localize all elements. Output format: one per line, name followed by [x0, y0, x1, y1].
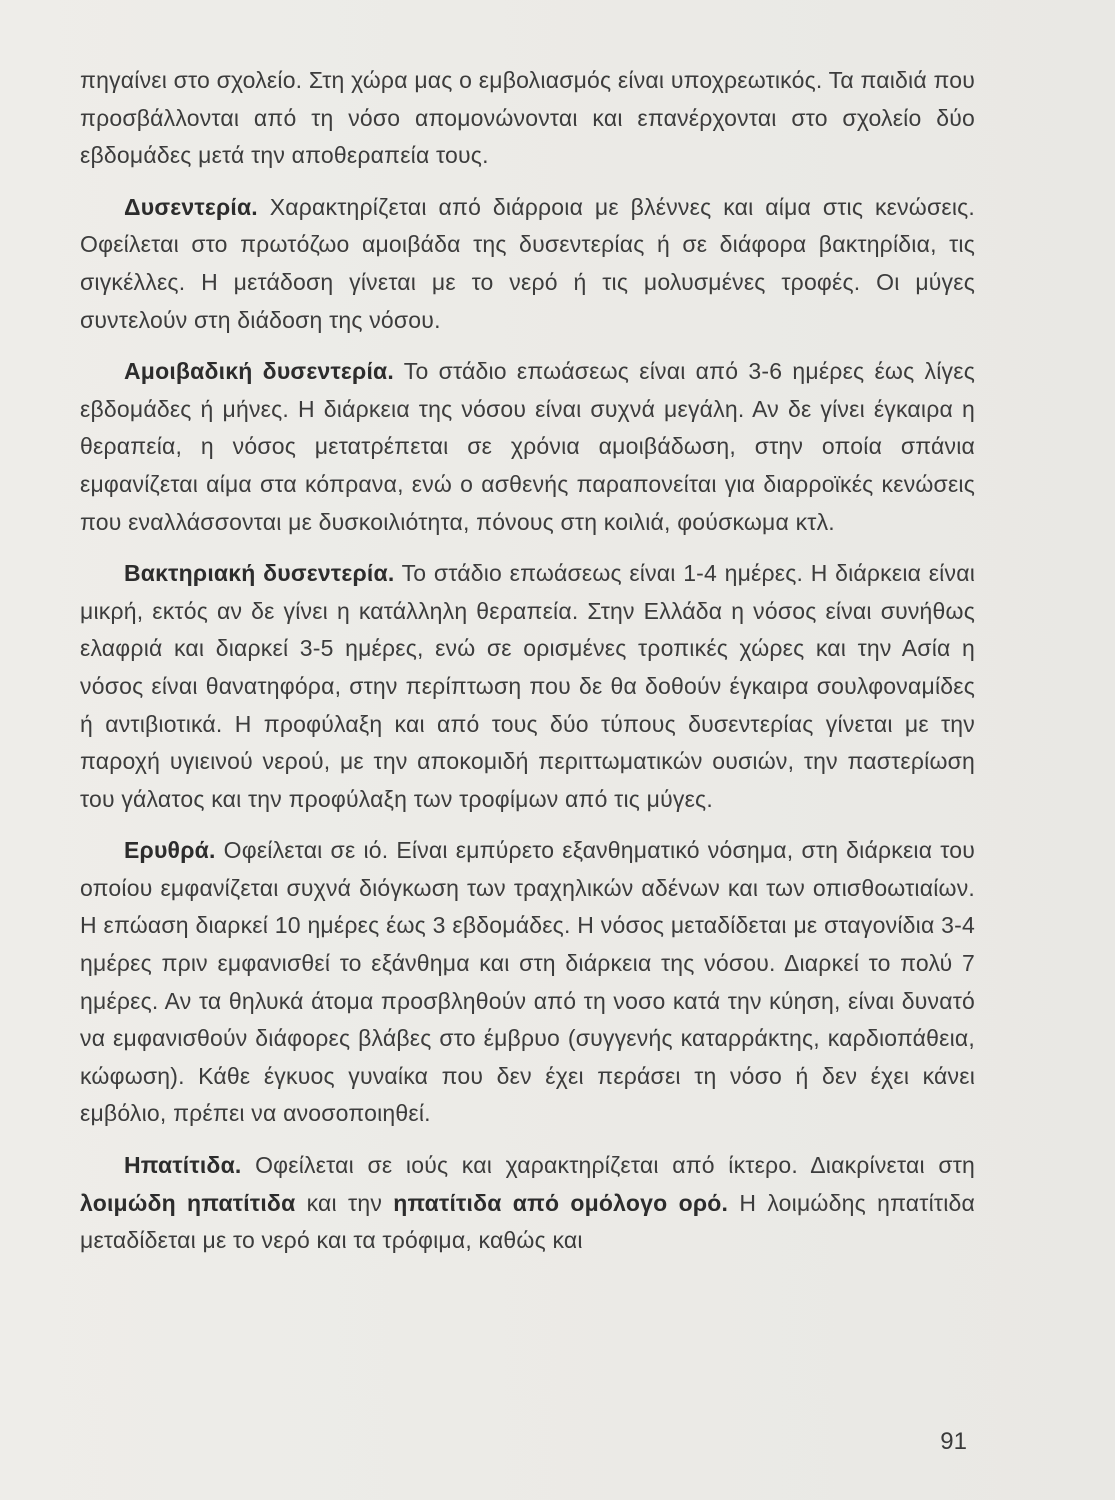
rubella-paragraph — [80, 832, 975, 1133]
amoebic-dysentery-paragraph — [80, 353, 975, 541]
dysentery-text: Χαρακτηρίζεται από διάρροια με βλέννες και αίμα στις κενώσεις. Οφείλεται στο πρωτόζωο αμοιβάδα της δυσεντερίας ή σε διάφορα βακτηρίδια, τις σιγκέλλες. Η μετάδοση γίνεται με το νερό ή τις μολυσμένες τροφές. Οι μύγες συντελούν στη διάδοση της νόσου. — [80, 193, 975, 333]
serum-hepatitis-term: ηπατίτιδα από ομόλογο ορό. — [393, 1189, 729, 1216]
body-text — [80, 62, 975, 1260]
page-number: 91 — [940, 1428, 967, 1455]
bacterial-dysentery-paragraph — [80, 555, 975, 818]
hepatitis-paragraph — [80, 1147, 975, 1260]
hepatitis-text-b: και την — [295, 1189, 394, 1216]
amoebic-dysentery-text: Το στάδιο επωάσεως είναι από 3-6 ημέρες έως λίγες εβδομάδες ή μήνες. Η διάρκεια της νόσου είναι συχνά μεγάλη. Αν δε γίνει έγκαιρα η θεραπεία, η νόσος μετατρέπεται σε χρόνια αμοιβάδωση, στην οποία σπάνια εμφανίζεται αίμα στα κόπρανα, ενώ ο ασθενής παραπονείται για διαρροϊκές κενώσεις που εναλλάσσονται με δυσκοιλιότητα, πόνους στη κοιλιά, φούσκωμα κτλ. — [80, 358, 975, 535]
dysentery-heading: Δυσεντερία. — [124, 193, 258, 220]
bacterial-dysentery-text: Το στάδιο επωάσεως είναι 1-4 ημέρες. Η διάρκεια είναι μικρή, εκτός αν δε γίνει η κατάλληλη θεραπεία. Στην Ελλάδα η νόσος είναι συνήθως ελαφριά και διαρκεί 3-5 ημέρες, ενώ σε ορισμένες τροπικές χώρες και την Ασία η νόσος είναι θανατηφόρα, στην περίπτωση που δε θα δοθούν έγκαιρα σουλφοναμίδες ή αντιβιοτικά. Η προφύλαξη και από τους δύο τύπους δυσεντερίας γίνεται με την παροχή υγιεινού νερού, με την αποκομιδή περιττωματικών ουσιών, την παστερίωση του γάλατος και την προφύλαξη των τροφίμων από τις μύγες. — [80, 560, 975, 812]
rubella-text: Οφείλεται σε ιό. Είναι εμπύρετο εξανθηματικό νόσημα, στη διάρκεια του οποίου εμφανίζεται συχνά διόγκωση των τραχηλικών αδένων και των οπισθοωτιαίων. Η επώαση διαρκεί 10 ημέρες έως 3 εβδομάδες. Η νόσος μεταδίδεται με σταγονίδια 3-4 ημέρες πριν εμφανισθεί το εξάνθημα και στη διάρκεια της νόσου. Διαρκεί το πολύ 7 ημέρες. Αν τα θηλυκά άτομα προσβληθούν από τη νοσο κατά την κύηση, είναι δυνατό να εμφανισθούν διάφορες βλάβες στο έμβρυο (συγγενής καταρράκτης, καρδιοπάθεια, κώφωση). Κάθε έγκυος γυναίκα που δεν έχει περάσει τη νόσο ή δεν έχει κάνει εμβόλιο, πρέπει να ανοσοποιηθεί. — [80, 837, 975, 1127]
infectious-hepatitis-term: λοιμώδη ηπατίτιδα — [80, 1189, 296, 1216]
amoebic-dysentery-heading: Αμοιβαδική δυσεντερία. — [124, 358, 394, 385]
bacterial-dysentery-heading: Βακτηριακή δυσεντερία. — [124, 560, 395, 587]
dysentery-paragraph — [80, 189, 975, 339]
hepatitis-heading: Ηπατίτιδα. — [124, 1152, 242, 1179]
rubella-heading: Ερυθρά. — [124, 837, 216, 864]
intro-paragraph: πηγαίνει στο σχολείο. Στη χώρα μας ο εμβολιασμός είναι υποχρεωτικός. Τα παιδιά που προσβάλλονται από τη νόσο απομονώνονται και επανέρχονται στο σχολείο δύο εβδομάδες μετά την αποθεραπεία τους. — [80, 67, 975, 169]
hepatitis-text-a: Οφείλεται σε ιούς και χαρακτηρίζεται από ίκτερο. Διακρίνεται στη — [241, 1152, 975, 1179]
hepatitis-text-c: Η λοιμώδης ηπατίτιδα μεταδίδεται με το νερό και τα τρόφιμα, καθώς και — [80, 1189, 975, 1254]
